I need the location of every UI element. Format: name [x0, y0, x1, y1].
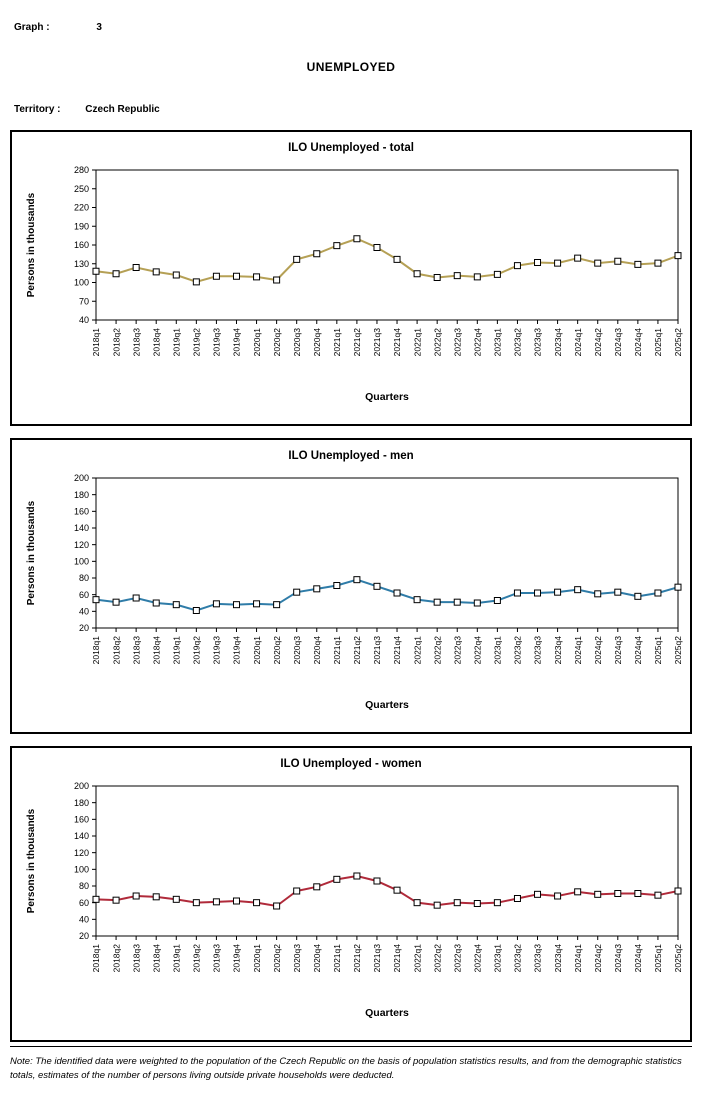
svg-text:2021q1: 2021q1 [332, 944, 343, 973]
chart-plot-women [12, 772, 690, 1022]
svg-text:2025q2: 2025q2 [673, 944, 684, 973]
svg-text:2022q1: 2022q1 [412, 636, 423, 665]
footer-divider [10, 1046, 692, 1047]
svg-text:140: 140 [73, 523, 89, 534]
svg-text:2019q3: 2019q3 [211, 328, 222, 357]
svg-text:2024q2: 2024q2 [592, 944, 603, 973]
svg-text:2019q1: 2019q1 [171, 328, 182, 357]
svg-text:2024q3: 2024q3 [612, 328, 623, 357]
svg-text:2021q2: 2021q2 [352, 636, 363, 665]
svg-text:20: 20 [78, 931, 89, 942]
svg-text:2018q2: 2018q2 [111, 636, 122, 665]
svg-text:2018q1: 2018q1 [91, 636, 102, 665]
svg-text:2019q2: 2019q2 [191, 328, 202, 357]
svg-text:2021q3: 2021q3 [372, 636, 383, 665]
svg-text:2024q4: 2024q4 [633, 636, 644, 665]
svg-text:2020q1: 2020q1 [251, 944, 262, 973]
svg-text:100: 100 [73, 277, 89, 288]
svg-text:2020q4: 2020q4 [311, 944, 322, 973]
territory-row [14, 104, 160, 115]
svg-text:200: 200 [73, 781, 89, 792]
svg-text:120: 120 [73, 847, 89, 858]
chart-plot-men [12, 464, 690, 714]
chart-panel-men [10, 438, 692, 734]
chart-panel-total [10, 130, 692, 426]
svg-text:2024q3: 2024q3 [612, 944, 623, 973]
svg-text:2019q4: 2019q4 [231, 944, 242, 973]
svg-text:2025q2: 2025q2 [673, 636, 684, 665]
svg-text:2020q2: 2020q2 [271, 944, 282, 973]
svg-text:60: 60 [78, 897, 89, 908]
svg-text:2018q3: 2018q3 [131, 944, 142, 973]
svg-text:2019q4: 2019q4 [231, 636, 242, 665]
footnote-prefix: Note: [10, 1056, 33, 1067]
svg-text:2020q4: 2020q4 [311, 328, 322, 357]
svg-text:130: 130 [73, 258, 89, 269]
svg-text:180: 180 [73, 797, 89, 808]
svg-text:2020q4: 2020q4 [311, 636, 322, 665]
svg-text:2023q2: 2023q2 [512, 944, 523, 973]
svg-text:2024q2: 2024q2 [592, 328, 603, 357]
svg-text:2018q2: 2018q2 [111, 328, 122, 357]
svg-text:2019q4: 2019q4 [231, 328, 242, 357]
svg-text:250: 250 [73, 183, 89, 194]
svg-text:2023q4: 2023q4 [552, 328, 563, 357]
svg-text:40: 40 [78, 606, 89, 617]
svg-text:220: 220 [73, 202, 89, 213]
svg-text:2018q4: 2018q4 [151, 944, 162, 973]
svg-text:2023q2: 2023q2 [512, 328, 523, 357]
svg-text:100: 100 [73, 556, 89, 567]
svg-text:160: 160 [73, 240, 89, 251]
svg-text:2018q4: 2018q4 [151, 328, 162, 357]
svg-text:2019q1: 2019q1 [171, 944, 182, 973]
svg-text:2021q4: 2021q4 [392, 944, 403, 973]
svg-text:2025q1: 2025q1 [653, 944, 664, 973]
svg-text:Persons in thousands: Persons in thousands [26, 808, 37, 914]
chart-panel-women [10, 746, 692, 1042]
svg-text:2018q1: 2018q1 [91, 944, 102, 973]
graph-label: Graph : [14, 22, 50, 33]
svg-text:60: 60 [78, 589, 89, 600]
svg-text:2020q1: 2020q1 [251, 328, 262, 357]
svg-text:70: 70 [78, 296, 89, 307]
svg-text:2024q4: 2024q4 [633, 944, 644, 973]
svg-text:40: 40 [78, 315, 89, 326]
svg-text:2023q1: 2023q1 [492, 328, 503, 357]
svg-text:280: 280 [73, 165, 89, 176]
svg-text:2022q3: 2022q3 [452, 944, 463, 973]
svg-text:2023q3: 2023q3 [532, 328, 543, 357]
chart-plot-total [12, 156, 690, 406]
svg-text:2024q2: 2024q2 [592, 636, 603, 665]
svg-text:2019q2: 2019q2 [191, 944, 202, 973]
svg-text:2018q2: 2018q2 [111, 944, 122, 973]
svg-text:80: 80 [78, 573, 89, 584]
svg-text:Quarters: Quarters [365, 1007, 409, 1019]
svg-text:2024q1: 2024q1 [572, 944, 583, 973]
svg-text:2018q3: 2018q3 [131, 636, 142, 665]
svg-text:2022q2: 2022q2 [432, 636, 443, 665]
svg-text:2023q2: 2023q2 [512, 636, 523, 665]
svg-text:2022q2: 2022q2 [432, 944, 443, 973]
svg-text:Persons in thousands: Persons in thousands [26, 500, 37, 606]
chart-title-women: ILO Unemployed - women [280, 758, 422, 770]
svg-text:2025q1: 2025q1 [653, 328, 664, 357]
svg-text:2021q1: 2021q1 [332, 636, 343, 665]
footnote [10, 1055, 692, 1084]
svg-text:2023q3: 2023q3 [532, 636, 543, 665]
svg-text:2020q3: 2020q3 [291, 636, 302, 665]
svg-text:2019q3: 2019q3 [211, 944, 222, 973]
svg-text:2022q4: 2022q4 [472, 328, 483, 357]
svg-text:2020q3: 2020q3 [291, 328, 302, 357]
svg-text:200: 200 [73, 473, 89, 484]
svg-text:2024q4: 2024q4 [633, 328, 644, 357]
svg-text:2018q3: 2018q3 [131, 328, 142, 357]
svg-text:2024q1: 2024q1 [572, 328, 583, 357]
svg-text:2020q3: 2020q3 [291, 944, 302, 973]
svg-text:2022q1: 2022q1 [412, 328, 423, 357]
svg-text:2022q3: 2022q3 [452, 636, 463, 665]
territory-label: Territory : [14, 104, 61, 115]
svg-text:2021q2: 2021q2 [352, 328, 363, 357]
svg-text:Persons in thousands: Persons in thousands [26, 192, 37, 298]
svg-text:2025q2: 2025q2 [673, 328, 684, 357]
svg-text:2019q2: 2019q2 [191, 636, 202, 665]
svg-text:2023q3: 2023q3 [532, 944, 543, 973]
svg-text:180: 180 [73, 489, 89, 500]
svg-text:140: 140 [73, 831, 89, 842]
svg-text:2019q1: 2019q1 [171, 636, 182, 665]
territory-value: Czech Republic [85, 104, 160, 115]
chart-title-total: ILO Unemployed - total [288, 142, 414, 154]
svg-text:2022q3: 2022q3 [452, 328, 463, 357]
svg-text:2021q2: 2021q2 [352, 944, 363, 973]
svg-text:2020q2: 2020q2 [271, 636, 282, 665]
svg-text:2022q4: 2022q4 [472, 636, 483, 665]
svg-text:2024q3: 2024q3 [612, 636, 623, 665]
svg-text:2023q1: 2023q1 [492, 636, 503, 665]
chart-title-men: ILO Unemployed - men [288, 450, 414, 462]
svg-text:2023q4: 2023q4 [552, 944, 563, 973]
svg-text:80: 80 [78, 881, 89, 892]
svg-text:160: 160 [73, 506, 89, 517]
svg-text:2019q3: 2019q3 [211, 636, 222, 665]
svg-text:2018q4: 2018q4 [151, 636, 162, 665]
svg-text:2025q1: 2025q1 [653, 636, 664, 665]
svg-text:Quarters: Quarters [365, 699, 409, 711]
svg-text:100: 100 [73, 864, 89, 875]
svg-text:160: 160 [73, 814, 89, 825]
svg-text:40: 40 [78, 914, 89, 925]
svg-text:2022q1: 2022q1 [412, 944, 423, 973]
svg-text:120: 120 [73, 539, 89, 550]
svg-text:2021q4: 2021q4 [392, 328, 403, 357]
svg-text:20: 20 [78, 623, 89, 634]
graph-header [14, 22, 102, 33]
footnote-text: The identified data were weighted to the population of the Czech Republic on the basis of population statistics results, and from the demographic statistics totals, estimates of the number of persons living outside private households were deducted. [10, 1056, 682, 1082]
svg-text:2021q1: 2021q1 [332, 328, 343, 357]
svg-text:2021q3: 2021q3 [372, 944, 383, 973]
svg-text:2022q4: 2022q4 [472, 944, 483, 973]
svg-text:190: 190 [73, 221, 89, 232]
svg-text:2024q1: 2024q1 [572, 636, 583, 665]
svg-text:2021q4: 2021q4 [392, 636, 403, 665]
svg-text:2021q3: 2021q3 [372, 328, 383, 357]
svg-text:2020q1: 2020q1 [251, 636, 262, 665]
graph-number: 3 [96, 22, 102, 33]
svg-text:2020q2: 2020q2 [271, 328, 282, 357]
svg-text:2018q1: 2018q1 [91, 328, 102, 357]
svg-text:2023q4: 2023q4 [552, 636, 563, 665]
svg-text:2023q1: 2023q1 [492, 944, 503, 973]
svg-text:Quarters: Quarters [365, 391, 409, 403]
page-title: UNEMPLOYED [306, 60, 396, 74]
svg-text:2022q2: 2022q2 [432, 328, 443, 357]
